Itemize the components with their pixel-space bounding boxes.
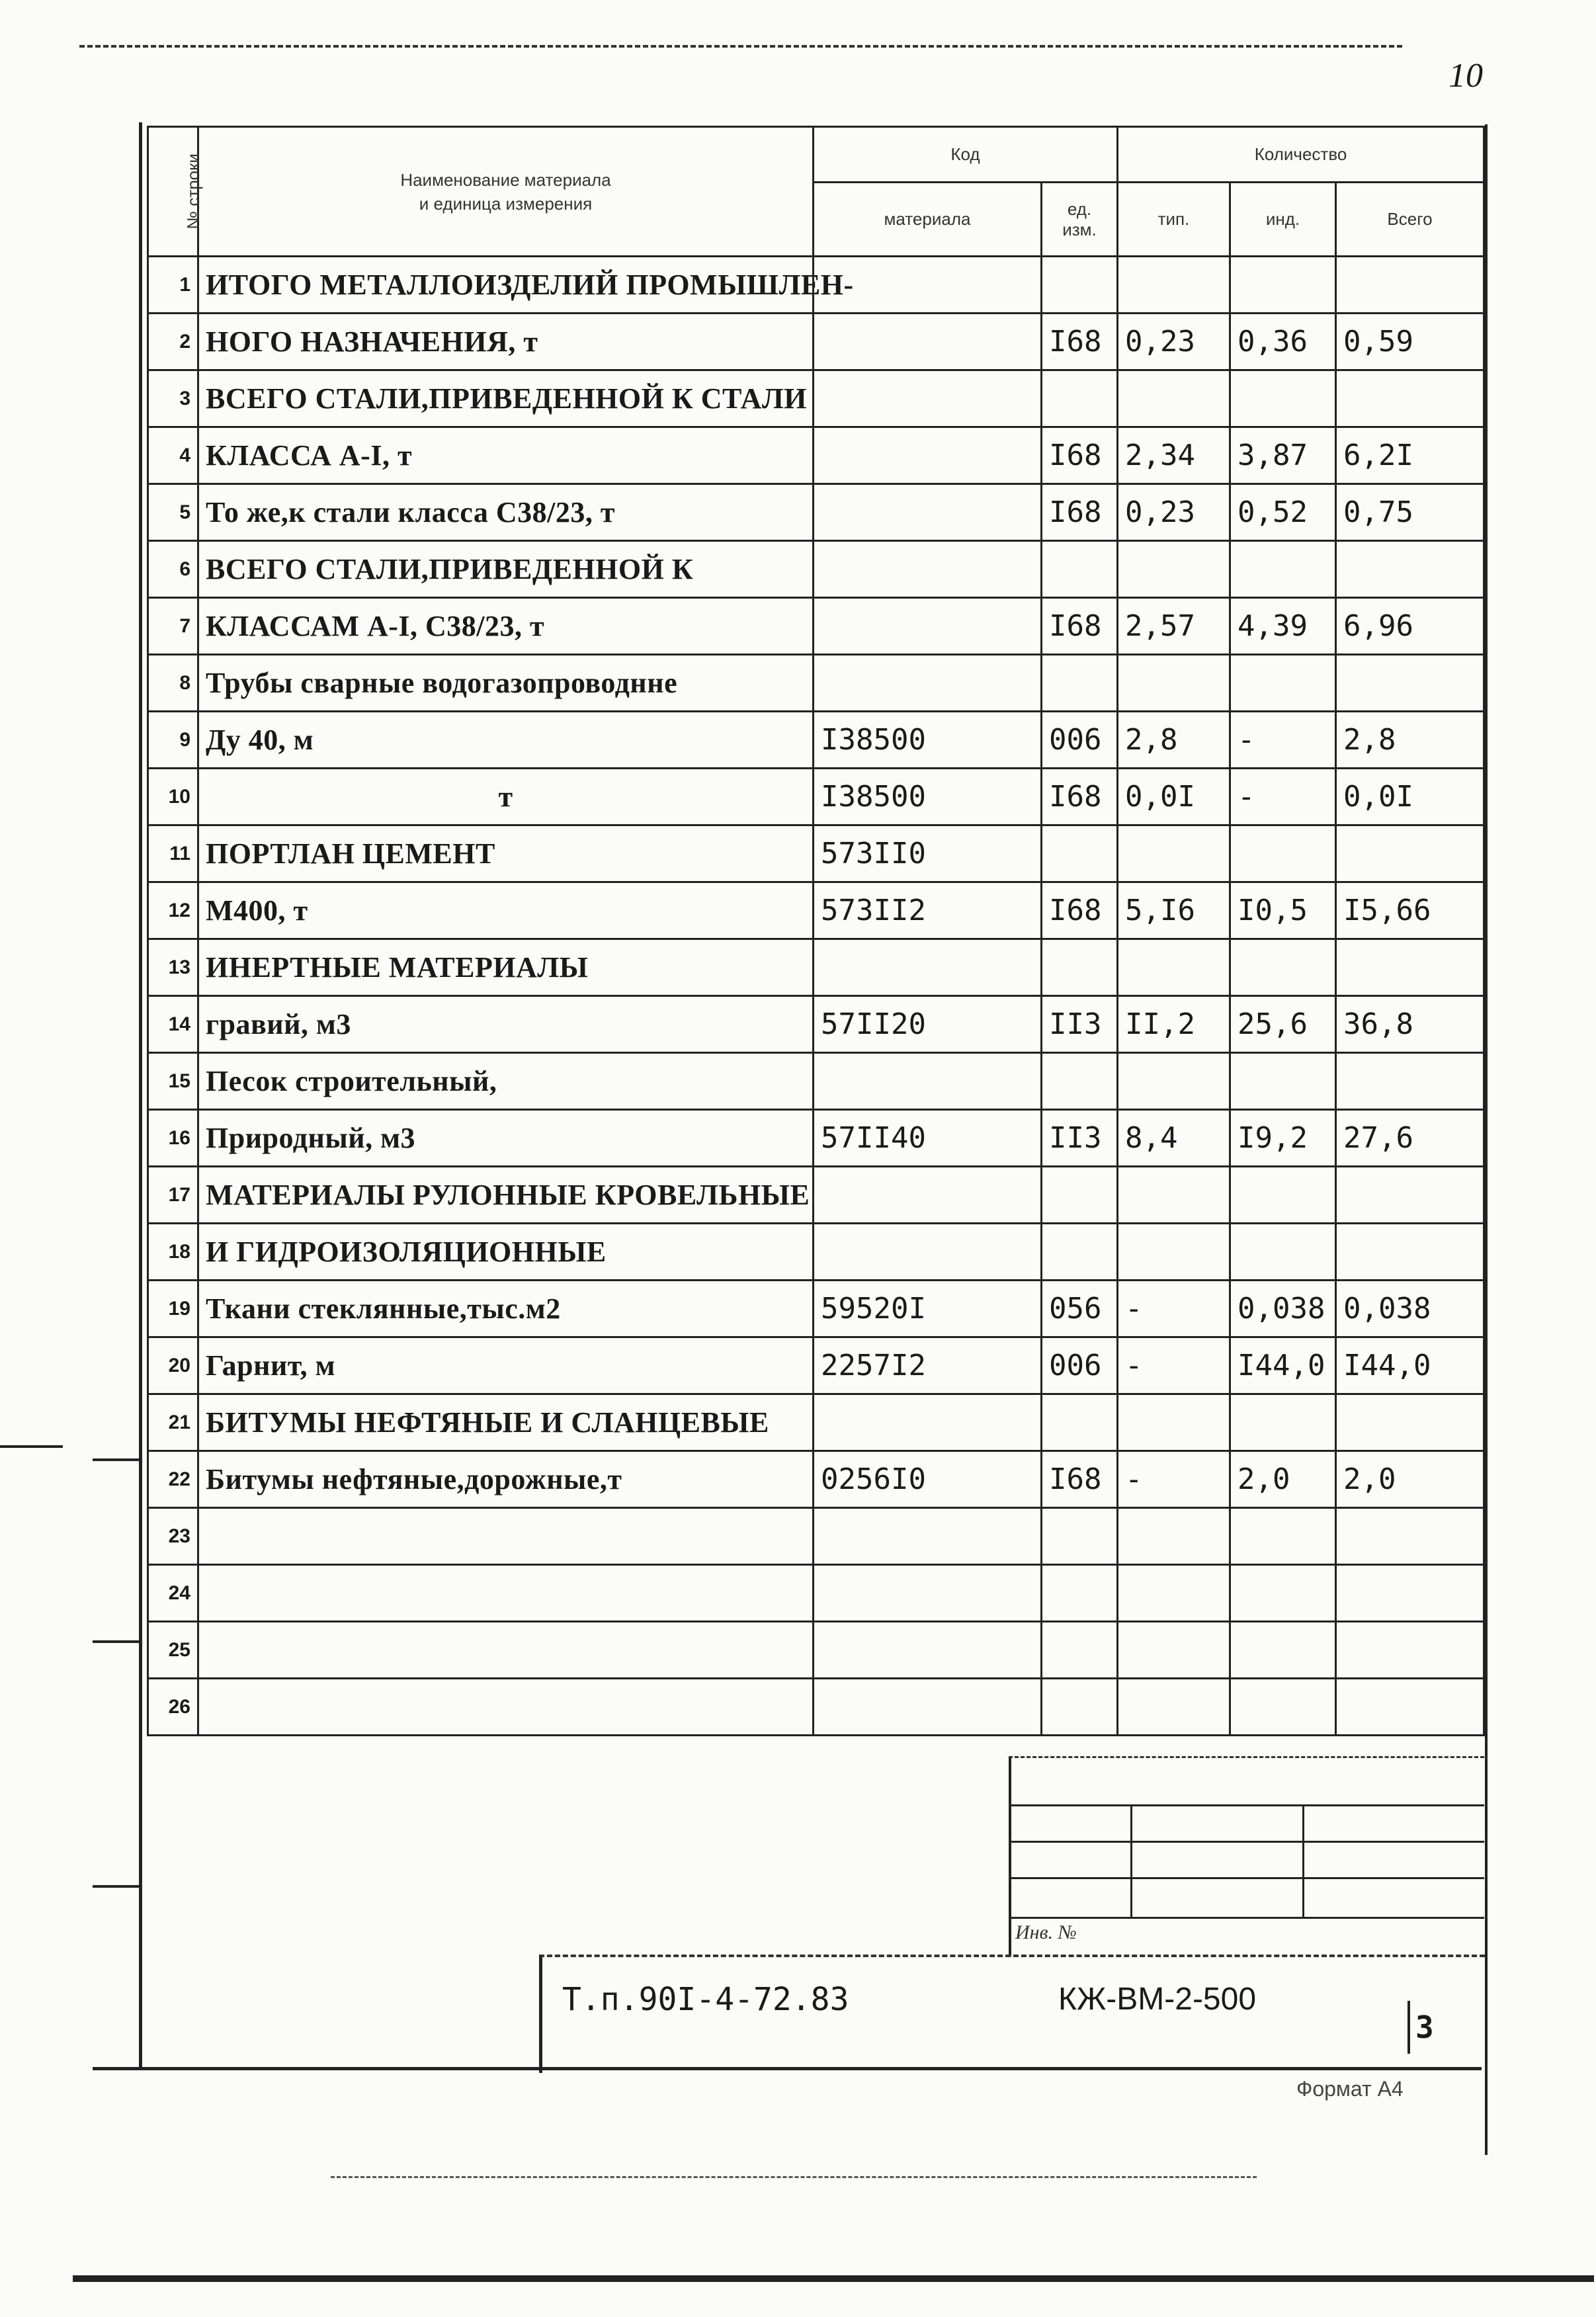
qty-individual-cell: 4,39 (1230, 598, 1336, 655)
qty-individual-cell: - (1230, 712, 1336, 769)
table-row (148, 541, 1484, 598)
qty-typical-cell: 0,0I (1118, 769, 1230, 825)
table-row (148, 996, 1484, 1053)
row-number-cell: 14 (148, 996, 198, 1053)
material-code-header: материала (814, 183, 1042, 257)
unit-code-cell: I68 (1042, 484, 1118, 541)
row-number-cell: 8 (148, 655, 198, 712)
unit-code-cell (1042, 1394, 1118, 1451)
qty-typical-cell: - (1118, 1281, 1230, 1337)
table-header (148, 127, 1484, 257)
row-number-cell: 10 (148, 769, 198, 825)
qty-individual-cell (1230, 1622, 1336, 1679)
qty-typical-cell (1118, 1508, 1230, 1565)
table-row (148, 1281, 1484, 1337)
material-name-header: Наименование материала и единица измерения (198, 127, 814, 257)
page-number: 10 (1449, 57, 1483, 95)
unit-code-cell (1042, 541, 1118, 598)
row-number-cell: 7 (148, 598, 198, 655)
qty-individual-cell (1230, 257, 1336, 314)
bottom-border-line (93, 2067, 1482, 2070)
material-name-cell: КЛАССА А-I, т (198, 427, 814, 484)
material-name-cell: И ГИДРОИЗОЛЯЦИОННЫЕ (198, 1224, 814, 1281)
row-number-cell: 15 (148, 1053, 198, 1110)
row-number-cell: 3 (148, 370, 198, 427)
qty-typical-cell (1118, 1224, 1230, 1281)
qty-total-cell (1336, 370, 1484, 427)
unit-code-header: ед. изм. (1042, 183, 1118, 257)
material-name-cell: Природный, м3 (198, 1110, 814, 1167)
qty-individual-cell (1230, 1394, 1336, 1451)
table-row (148, 655, 1484, 712)
row-number-cell: 24 (148, 1565, 198, 1622)
qty-total-cell (1336, 939, 1484, 996)
row-number-cell: 26 (148, 1679, 198, 1736)
material-code-cell: 59520I (814, 1281, 1042, 1337)
material-name-cell: М400, т (198, 882, 814, 939)
top-border-line (79, 45, 1402, 48)
material-name-cell (198, 1679, 814, 1736)
qty-individual-cell (1230, 541, 1336, 598)
unit-code-cell (1042, 1508, 1118, 1565)
material-code-cell (814, 541, 1042, 598)
row-number-cell: 16 (148, 1110, 198, 1167)
material-code-cell (814, 427, 1042, 484)
qty-total-header: Всего (1336, 183, 1484, 257)
qty-individual-cell: 0,36 (1230, 314, 1336, 370)
row-number-cell: 21 (148, 1394, 198, 1451)
qty-typical-cell (1118, 541, 1230, 598)
margin-tick (93, 1885, 139, 1888)
material-name-cell: Трубы сварные водогазопроводнне (198, 655, 814, 712)
sheet-number: 3 (1407, 2001, 1434, 2054)
material-name-cell: Гарнит, м (198, 1337, 814, 1394)
qty-typical-header: тип. (1118, 183, 1230, 257)
qty-total-cell (1336, 1053, 1484, 1110)
qty-individual-cell: I9,2 (1230, 1110, 1336, 1167)
qty-typical-cell (1118, 370, 1230, 427)
qty-total-cell: 0,75 (1336, 484, 1484, 541)
margin-tick (93, 1458, 139, 1461)
material-name-cell (198, 1622, 814, 1679)
material-name-cell (198, 1508, 814, 1565)
table-row (148, 370, 1484, 427)
qty-individual-cell (1230, 825, 1336, 882)
material-name-cell: Битумы нефтяные,дорожные,т (198, 1451, 814, 1508)
qty-typical-cell: 8,4 (1118, 1110, 1230, 1167)
unit-code-cell (1042, 370, 1118, 427)
table-row (148, 1679, 1484, 1736)
material-name-cell: КЛАССАМ А-I, С38/23, т (198, 598, 814, 655)
qty-typical-cell: 2,8 (1118, 712, 1230, 769)
row-number-cell: 12 (148, 882, 198, 939)
qty-typical-cell: 2,34 (1118, 427, 1230, 484)
qty-total-cell: 6,2I (1336, 427, 1484, 484)
material-code-cell (814, 1622, 1042, 1679)
quantity-group-header: Количество (1118, 127, 1484, 183)
qty-total-cell: 2,0 (1336, 1451, 1484, 1508)
qty-total-cell: 36,8 (1336, 996, 1484, 1053)
row-number-cell: 5 (148, 484, 198, 541)
unit-code-cell (1042, 1167, 1118, 1224)
material-name-cell: Ду 40, м (198, 712, 814, 769)
qty-individual-cell: 3,87 (1230, 427, 1336, 484)
material-name-cell: ВСЕГО СТАЛИ,ПРИВЕДЕННОЙ К (198, 541, 814, 598)
qty-total-cell (1336, 1167, 1484, 1224)
qty-total-cell (1336, 825, 1484, 882)
row-number-cell: 2 (148, 314, 198, 370)
inventory-number-label: Инв. № (1015, 1921, 1077, 1943)
qty-individual-cell (1230, 1508, 1336, 1565)
unit-code-cell: I68 (1042, 427, 1118, 484)
qty-individual-cell (1230, 655, 1336, 712)
material-code-cell: 0256I0 (814, 1451, 1042, 1508)
unit-code-cell: II3 (1042, 996, 1118, 1053)
material-name-cell: ИТОГО МЕТАЛЛОИЗДЕЛИЙ ПРОМЫШЛЕН- (198, 257, 814, 314)
unit-code-cell: 006 (1042, 712, 1118, 769)
table-row (148, 939, 1484, 996)
margin-tick (93, 1640, 139, 1643)
qty-typical-cell (1118, 825, 1230, 882)
margin-tick (0, 1445, 63, 1448)
qty-typical-cell (1118, 1394, 1230, 1451)
material-name-cell: гравий, м3 (198, 996, 814, 1053)
table-row (148, 1053, 1484, 1110)
qty-individual-cell: 0,52 (1230, 484, 1336, 541)
qty-total-cell (1336, 1679, 1484, 1736)
material-name-cell: Песок строительный, (198, 1053, 814, 1110)
qty-typical-cell (1118, 1565, 1230, 1622)
material-code-cell (814, 1679, 1042, 1736)
material-code-cell (814, 370, 1042, 427)
qty-individual-header: инд. (1230, 183, 1336, 257)
qty-typical-cell (1118, 1622, 1230, 1679)
qty-total-cell (1336, 655, 1484, 712)
table-body (148, 257, 1484, 1736)
qty-total-cell: 6,96 (1336, 598, 1484, 655)
material-code-cell (814, 1565, 1042, 1622)
qty-typical-cell: 0,23 (1118, 484, 1230, 541)
qty-total-cell (1336, 1394, 1484, 1451)
table-row (148, 1565, 1484, 1622)
row-number-cell: 11 (148, 825, 198, 882)
table-row (148, 257, 1484, 314)
material-code-cell: 573II0 (814, 825, 1042, 882)
unit-code-cell: II3 (1042, 1110, 1118, 1167)
table-row (148, 825, 1484, 882)
material-name-cell: ВСЕГО СТАЛИ,ПРИВЕДЕННОЙ К СТАЛИ (198, 370, 814, 427)
table-row (148, 1508, 1484, 1565)
material-code-cell: I38500 (814, 769, 1042, 825)
material-code-cell (814, 1053, 1042, 1110)
qty-typical-cell: 0,23 (1118, 314, 1230, 370)
qty-total-cell: 0,0I (1336, 769, 1484, 825)
unit-code-cell: I68 (1042, 769, 1118, 825)
row-number-cell: 1 (148, 257, 198, 314)
scan-artifact-line (331, 2176, 1257, 2178)
row-number-header: № строки (148, 127, 198, 257)
qty-individual-cell (1230, 1679, 1336, 1736)
table-row (148, 1394, 1484, 1451)
document-code: КЖ-ВМ-2-500 (1058, 1982, 1257, 2017)
qty-individual-cell (1230, 1167, 1336, 1224)
unit-code-cell (1042, 257, 1118, 314)
qty-individual-cell (1230, 370, 1336, 427)
qty-individual-cell (1230, 1053, 1336, 1110)
table-row (148, 882, 1484, 939)
qty-individual-cell (1230, 1565, 1336, 1622)
row-number-cell: 25 (148, 1622, 198, 1679)
table-row (148, 598, 1484, 655)
qty-typical-cell: 5,I6 (1118, 882, 1230, 939)
row-number-cell: 9 (148, 712, 198, 769)
table-row (148, 484, 1484, 541)
qty-individual-cell (1230, 939, 1336, 996)
row-number-cell: 23 (148, 1508, 198, 1565)
qty-individual-cell: 25,6 (1230, 996, 1336, 1053)
row-number-cell: 18 (148, 1224, 198, 1281)
qty-individual-cell: 2,0 (1230, 1451, 1336, 1508)
material-code-cell (814, 1224, 1042, 1281)
material-code-cell (814, 484, 1042, 541)
row-number-cell: 22 (148, 1451, 198, 1508)
unit-code-cell: 056 (1042, 1281, 1118, 1337)
unit-code-cell (1042, 939, 1118, 996)
material-code-cell (814, 314, 1042, 370)
table-row (148, 427, 1484, 484)
left-margin-rule (139, 122, 142, 2067)
qty-typical-cell: - (1118, 1451, 1230, 1508)
project-code: Т.п.90I-4-72.83 (562, 1981, 849, 2018)
table-row (148, 1622, 1484, 1679)
material-code-cell: 57II20 (814, 996, 1042, 1053)
table-row (148, 1110, 1484, 1167)
material-name-cell (198, 1565, 814, 1622)
qty-typical-cell (1118, 939, 1230, 996)
material-name-cell: НОГО НАЗНАЧЕНИЯ, т (198, 314, 814, 370)
table-row (148, 314, 1484, 370)
material-name-cell: ИНЕРТНЫЕ МАТЕРИАЛЫ (198, 939, 814, 996)
qty-typical-cell: II,2 (1118, 996, 1230, 1053)
row-number-cell: 13 (148, 939, 198, 996)
format-label: Формат А4 (1296, 2077, 1404, 2101)
material-name-cell: ПОРТЛАН ЦЕМЕНТ (198, 825, 814, 882)
qty-individual-cell (1230, 1224, 1336, 1281)
qty-individual-cell: I44,0 (1230, 1337, 1336, 1394)
qty-total-cell: 27,6 (1336, 1110, 1484, 1167)
materials-specification-table (147, 126, 1485, 1736)
material-name-cell: т (198, 769, 814, 825)
material-name-cell: БИТУМЫ НЕФТЯНЫЕ И СЛАНЦЕВЫЕ (198, 1394, 814, 1451)
unit-code-cell (1042, 655, 1118, 712)
qty-total-cell: 0,038 (1336, 1281, 1484, 1337)
qty-individual-cell: I0,5 (1230, 882, 1336, 939)
row-number-cell: 6 (148, 541, 198, 598)
scan-bottom-edge (73, 2275, 1594, 2282)
material-name-cell: То же,к стали класса С38/23, т (198, 484, 814, 541)
row-number-cell: 20 (148, 1337, 198, 1394)
qty-total-cell (1336, 1565, 1484, 1622)
unit-code-cell: I68 (1042, 598, 1118, 655)
qty-total-cell (1336, 257, 1484, 314)
qty-typical-cell (1118, 1679, 1230, 1736)
qty-typical-cell (1118, 257, 1230, 314)
row-number-cell: 4 (148, 427, 198, 484)
qty-typical-cell: - (1118, 1337, 1230, 1394)
qty-total-cell: 0,59 (1336, 314, 1484, 370)
material-code-cell: I38500 (814, 712, 1042, 769)
qty-individual-cell: 0,038 (1230, 1281, 1336, 1337)
material-name-cell: МАТЕРИАЛЫ РУЛОННЫЕ КРОВЕЛЬНЫЕ (198, 1167, 814, 1224)
unit-code-cell: I68 (1042, 882, 1118, 939)
material-code-cell: 573II2 (814, 882, 1042, 939)
material-code-cell (814, 655, 1042, 712)
qty-total-cell: I5,66 (1336, 882, 1484, 939)
unit-code-cell: 006 (1042, 1337, 1118, 1394)
material-code-cell (814, 939, 1042, 996)
qty-typical-cell (1118, 655, 1230, 712)
table-row (148, 769, 1484, 825)
qty-total-cell (1336, 1622, 1484, 1679)
material-code-cell (814, 1167, 1042, 1224)
unit-code-cell (1042, 1565, 1118, 1622)
qty-total-cell: 2,8 (1336, 712, 1484, 769)
row-number-cell: 17 (148, 1167, 198, 1224)
unit-code-cell (1042, 825, 1118, 882)
material-name-cell: Ткани стеклянные,тыс.м2 (198, 1281, 814, 1337)
qty-total-cell (1336, 1508, 1484, 1565)
qty-total-cell (1336, 1224, 1484, 1281)
qty-total-cell: I44,0 (1336, 1337, 1484, 1394)
material-code-cell (814, 1508, 1042, 1565)
material-code-cell: 57II40 (814, 1110, 1042, 1167)
approval-stamp (1009, 1756, 1484, 1957)
table-row (148, 712, 1484, 769)
table-row (148, 1224, 1484, 1281)
material-code-cell (814, 1394, 1042, 1451)
unit-code-cell: I68 (1042, 1451, 1118, 1508)
unit-code-cell (1042, 1053, 1118, 1110)
qty-individual-cell: - (1230, 769, 1336, 825)
qty-typical-cell: 2,57 (1118, 598, 1230, 655)
material-code-cell (814, 598, 1042, 655)
table-row (148, 1451, 1484, 1508)
qty-typical-cell (1118, 1167, 1230, 1224)
code-group-header: Код (814, 127, 1118, 183)
unit-code-cell (1042, 1679, 1118, 1736)
material-code-cell: 2257I2 (814, 1337, 1042, 1394)
qty-total-cell (1336, 541, 1484, 598)
table-row (148, 1337, 1484, 1394)
qty-typical-cell (1118, 1053, 1230, 1110)
unit-code-cell: I68 (1042, 314, 1118, 370)
table-row (148, 1167, 1484, 1224)
unit-code-cell (1042, 1622, 1118, 1679)
unit-code-cell (1042, 1224, 1118, 1281)
row-number-cell: 19 (148, 1281, 198, 1337)
